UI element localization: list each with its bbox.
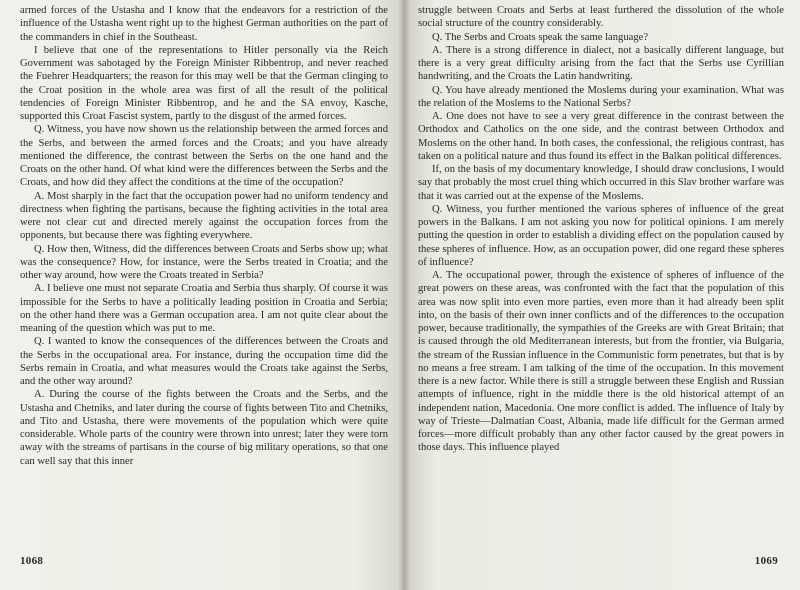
page-number: 1068 [20, 555, 44, 567]
paragraph: A. Most sharply in the fact that the occupation power had no uniform tendency and directness when fighting the partisans, because the fighting activities in the total area were not clear cut and directed merely against the occupation forces from the opponents, but because there was fighting everywhere. [20, 190, 388, 242]
paragraph: A. During the course of the fights between the Croats and the Serbs, and the Ustasha and Chetniks, and later during the course of fights between Tito and Chetniks, and Tito and Ustasha, there were movements of the population which were quite considerable. Whole parts of the country were thrown into unrest; later they were torn away with the streams of partisans in the course of big military operations, so that one can well say that this inner [20, 389, 388, 467]
paragraph: struggle between Croats and Serbs at least furthered the dissolution of the whole social structure of the country considerably. [418, 5, 784, 30]
paragraph: Q. Witness, you have now shown us the relationship between the armed forces and the Serbs, and between the armed forces and the Croats; and you have already mentioned the difference, the contrast between the Serbs on the one hand and the Croats on the other hand. Of what kind were the differences between the Serbs and the Croats, and how did they affect the conditions at the time of the occupation? [20, 124, 388, 189]
paragraph: armed forces of the Ustasha and I know that the endeavors for a restriction of the influence of the Ustasha went right up to the highest German authorities on the part of the commanders in chief in the Southeast. [20, 5, 388, 43]
paragraph: Q. Witness, you further mentioned the various spheres of influence of the great powers in the Balkans. I am not asking you now for political opinions. I am merely putting the question in order to establish a dividing effect on the population caused by these spheres of influence. How, as an occupation power, did one regard these spheres of influence? [418, 203, 784, 268]
paragraph: Q. How then, Witness, did the differences between Croats and Serbs show up; what was the consequence? How, for instance, were the Serbs treated in Croatia; and the other way around, how were the Croats treated in Serbia? [20, 243, 389, 281]
paragraph: I believe that one of the representations to Hitler personally via the Reich Government was sabotaged by the Foreign Minister Ribbentrop, and never reached the Fuehrer Headquarters; the reason for this may well be that the German clinging to the Croat position in the whole area was first of all the result of the political tendencies of Foreign Minister Ribbentrop, and he and the SA envoy, Kasche, supported this Croat Fascist system, partly to the disgust of the armed forces. [20, 44, 388, 122]
paragraph: A. I believe one must not separate Croatia and Serbia thus sharply. Of course it was impossible for the Serbs to have a politically leading position in Croatia and Serbia; on the other hand there was a German occupation area. I am not quite clear about the meaning of the question which was put to me. [20, 283, 388, 334]
right-page [404, 0, 800, 590]
paragraph: A. The occupational power, through the existence of spheres of influence of the great powers on these areas, was confronted with the fact that the population of this area was now split into even more parties, even more than it had already been split into, on the basis of their own inner conflicts and of the differences to the occupation power, because traditionally, the sympathies of the Greeks are with Great Britain; that is caused through the old Mediterranean interests, but from the frontier, via Bulgaria, the stream of the Russian influence in the Communistic form penetrates, but that is by no means a free stream. I am talking of the time of the occupation. In this movement there is a new factor. While there is still a struggle between these English and Russian attempts of influence, right in the middle there is the old historical attempt of an independent nation, Macedonia. One more conflict is added. The influence of Italy by way of Trieste—Dalmatian Coast, Albania, made life difficult for the German armed forces—more difficult probably than any other factor caused by the great powers in those days. This influence played [418, 270, 784, 454]
paragraph: A. There is a strong difference in dialect, not a basically different language, but there is a very great difficulty arising from the fact that the Serbs use Cyrillian handwriting, and the Croats the Latin handwriting. [418, 44, 784, 83]
paragraph: If, on the basis of my documentary knowledge, I should draw conclusions, I would say that probably the most cruel thing which occurred in this Slav brother warfare was that it was carried out at the expense of the Moslems. [418, 164, 784, 202]
paragraph: Q. You have already mentioned the Moslems during your examination. What was the relation of the Moslems to the National Serbs? [418, 84, 784, 109]
right-page-text [418, 4, 784, 455]
paragraph: A. One does not have to see a very great difference in the contrast between the Orthodox and Catholics on the one side, and the contrast between Orthodox and Moslems on the other hand. In both cases, the confessional, the religious contrast, has taken on a political nature and thus found its effect in the Balkan political differences. [418, 111, 784, 162]
page-number: 1069 [754, 555, 778, 567]
paragraph: Q. The Serbs and Croats speak the same language? [432, 31, 649, 43]
book-gutter-shadow [398, 0, 410, 590]
left-page-text [20, 4, 388, 468]
paragraph: Q. I wanted to know the consequences of the differences between the Croats and the Serbs in the occupational area. For instance, during the occupation time did the Serbs remain in Croatia, and what measures would the Croats take against the Serbs, and the other way around? [20, 336, 388, 387]
